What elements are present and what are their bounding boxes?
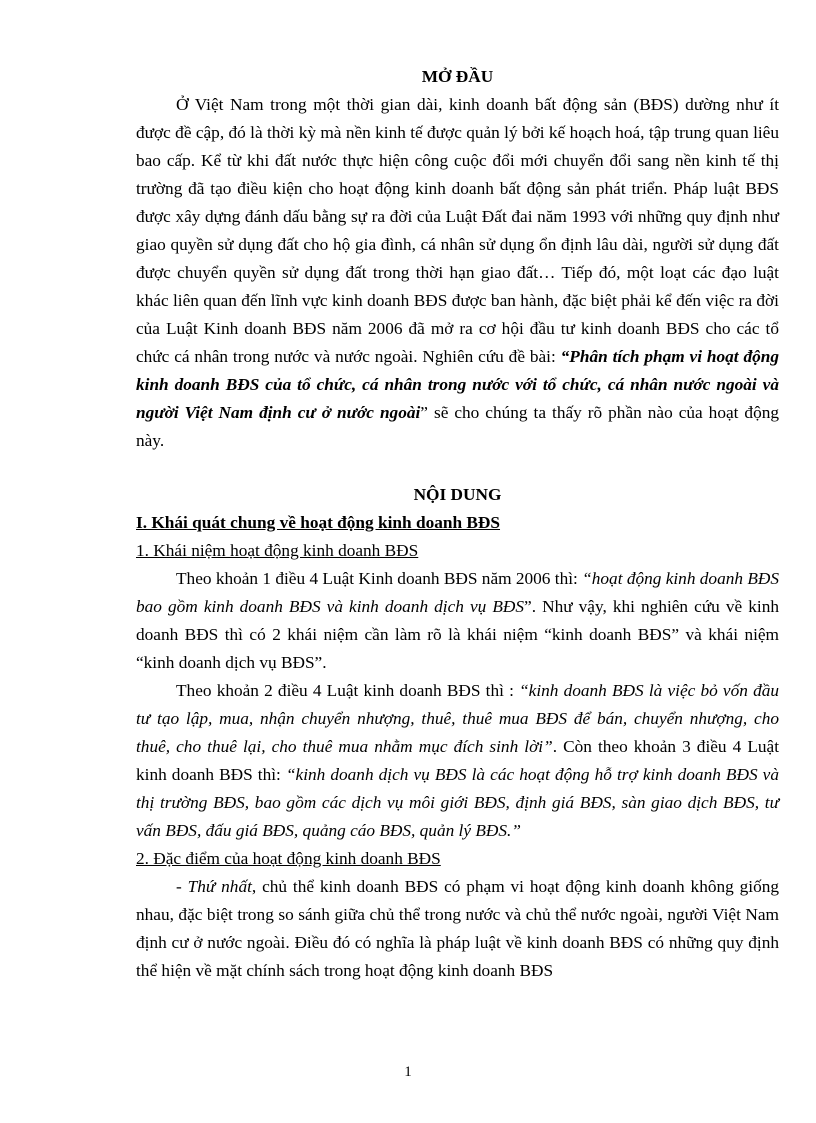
intro-topic: “Phân tích phạm vi hoạt động kinh doanh BĐS của tổ chức, cá nhân trong nước với tổ chức, cá nhân nước ngoài và người Việt Nam định cư ở nước ngoài (136, 347, 779, 422)
section-heading: I. Khái quát chung về hoạt động kinh doanh BĐS (136, 513, 501, 532)
intro-text: Ở Việt Nam trong một thời gian dài, kinh doanh bất động sản (BĐS) dường như ít được đề cập, đó là thời kỳ mà nền kinh tế được quản lý bởi kế hoạch hoá, tập trung quan liêu bao cấp. Kể từ khi đất nước thực hiện công cuộc đổi mới chuyển đổi sang nền kinh tế thị trường đã tạo điều kiện cho hoạt động kinh doanh bất động sản phát triển. Pháp luật BĐS được xây dựng đánh dấu bằng sự ra đời của Luật Đất đai năm 1993 với những quy định như giao quyền sử dụng đất cho hộ gia đình, cá nhân sử dụng ổn định lâu dài, người sử dụng đất được chuyển quyền sử dụng đất trong thời hạn giao đất… Tiếp đó, một loạt các đạo luật khác liên quan đến lĩnh vực kinh doanh BĐS được ban hành, đặc biệt phải kể đến việc ra đời của Luật Kinh doanh BĐS năm 2006 đã mở ra cơ hội đầu tư kinh doanh BĐS cho các tổ chức cá nhân trong nước và nước ngoài. Nghiên cứu đề bài: (136, 95, 779, 366)
document-title: MỞ ĐẦU (421, 67, 494, 86)
spacer (136, 455, 779, 481)
content-heading: NỘI DUNG (413, 485, 502, 504)
paragraph-emphasis: Thứ nhất (187, 877, 252, 896)
paragraph-tail: ”. Như vậy, khi nghiên cứu về kinh doanh BĐS thì có 2 khái niệm cần làm rõ là khái niệm “kinh doanh BĐS” và khái niệm “kinh doanh dịch vụ BĐS”. (136, 597, 779, 672)
subsection-heading-2: 2. Đặc điểm của hoạt động kinh doanh BĐS (136, 849, 441, 868)
paragraph-quote: “hoạt động kinh doanh BĐS bao gồm kinh doanh BĐS và kinh doanh dịch vụ BĐS (136, 569, 779, 616)
paragraph-mid: . Còn theo khoản 3 điều 4 Luật kinh doanh BĐS thì: (136, 737, 779, 784)
intro-paragraph (136, 91, 779, 455)
paragraph-concept-2 (136, 677, 779, 845)
paragraph-lead: Theo khoản 1 điều 4 Luật Kinh doanh BĐS năm 2006 thì: (176, 569, 583, 588)
paragraph-concept-1 (136, 565, 779, 677)
page-content (136, 63, 779, 985)
paragraph-quote: “kinh doanh dịch vụ BĐS là các hoạt động hỗ trợ kinh doanh BĐS và thị trường BĐS, bao gồm các dịch vụ môi giới BĐS, định giá BĐS, sàn giao dịch BĐS, tư vấn BĐS, đấu giá BĐS, quảng cáo BĐS, quản lý BĐS.” (136, 765, 779, 840)
paragraph-feature-1 (136, 873, 779, 985)
paragraph-lead: Theo khoản 2 điều 4 Luật kinh doanh BĐS thì : (176, 681, 520, 700)
paragraph-quote: “kinh doanh BĐS là việc bỏ vốn đầu tư tạo lập, mua, nhận chuyển nhượng, thuê, thuê mua BĐS để bán, chuyển nhượng, cho thuê, cho thuê lại, cho thuê mua nhằm mục đích sinh lời” (136, 681, 779, 756)
page-number: 1 (404, 1064, 412, 1080)
paragraph-text: , chủ thể kinh doanh BĐS có phạm vi hoạt động kinh doanh không giống nhau, đặc biệt trong so sánh giữa chủ thể trong nước và chủ thể nước ngoài, người Việt Nam định cư ở nước ngoài. Điều đó có nghĩa là pháp luật về kinh doanh BĐS có những quy định thể hiện về mặt chính sách trong hoạt động kinh doanh BĐS (136, 877, 779, 980)
subsection-heading-1: 1. Khái niệm hoạt động kinh doanh BĐS (136, 541, 419, 560)
intro-text-end: ” sẽ cho chúng ta thấy rõ phần nào của hoạt động này. (136, 403, 779, 450)
paragraph-lead: - (176, 877, 188, 896)
